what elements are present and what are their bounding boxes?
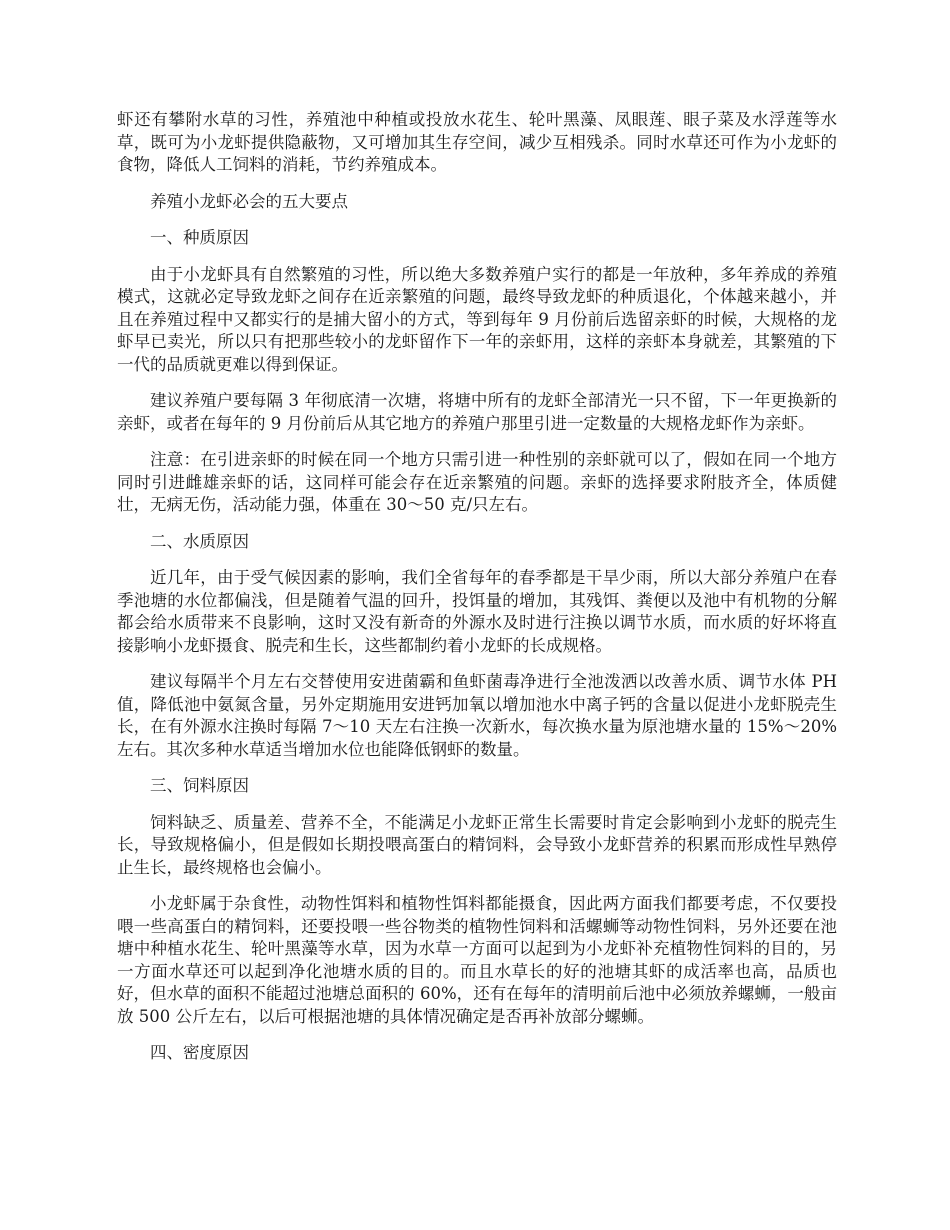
section-heading-1: 一、种质原因 <box>150 228 249 247</box>
section-heading-2: 二、水质原因 <box>150 531 249 551</box>
paragraph: 建议养殖户要每隔 3 年彻底清一次塘，将塘中所有的龙虾全部清光一只不留，下一年更换新的亲虾，或者在每年的 9 月份前后从其它地方的养殖户那里引进一定数量的大规格龙虾作为亲虾。 <box>117 391 837 433</box>
paragraph-continuation: 虾还有攀附水草的习性，养殖池中种植或投放水花生、轮叶黑藻、凤眼莲、眼子菜及水浮莲等水草，既可为小龙虾提供隐蔽物，又可增加其生存空间，减少互相残杀。同时水草还可作为小龙虾的食物，降低人工饲料的消耗，节约养殖成本。 <box>117 110 837 174</box>
paragraph: 建议每隔半个月左右交替使用安进菌霸和鱼虾菌毒净进行全池泼洒以改善水质、调节水体 PH 值，降低池中氨氮含量，另外定期施用安进钙加氧以增加池水中离子钙的含量以促进小龙虾脱壳生长，在有外源水注换时每隔 7～10 天左右注换一次新水，每次换水量为原池塘水量的 15%～20%左右。其次多种水草适当增加水位也能降低钢虾的数量。 <box>117 672 837 759</box>
section-heading-4: 四、密度原因 <box>150 1043 249 1062</box>
document-body <box>117 109 837 1079</box>
paragraph: 近几年，由于受气候因素的影响，我们全省每年的春季都是干旱少雨，所以大部分养殖户在春季池塘的水位都偏浅，但是随着气温的回升，投饵量的增加，其残饵、粪便以及池中有机物的分解都会给水质带来不良影响，这时又没有新奇的外源水及时进行注换以调节水质，而水质的好坏将直接影响小龙虾摄食、脱壳和生长，这些都制约着小龙虾的长成规格。 <box>117 568 837 655</box>
paragraph: 注意：在引进亲虾的时候在同一个地方只需引进一种性别的亲虾就可以了，假如在同一个地方同时引进雌雄亲虾的话，这同样可能会存在近亲繁殖的问题。亲虾的选择要求附肢齐全，体质健壮，无病无伤，活动能力强，体重在 30～50 克/只左右。 <box>117 450 837 514</box>
section-heading-3: 三、饲料原因 <box>150 776 249 795</box>
paragraph: 小龙虾属于杂食性，动物性饵料和植物性饵料都能摄食，因此两方面我们都要考虑，不仅要投喂一些高蛋白的精饲料，还要投喂一些谷物类的植物性饲料和活螺蛳等动物性饲料，另外还要在池塘中种植水花生、轮叶黑藻等水草，因为水草一方面可以起到为小龙虾补充植物性饲料的目的，另一方面水草还可以起到净化池塘水质的目的。而且水草长的好的池塘其虾的成活率也高，品质也好，但水草的面积不能超过池塘总面积的 60%，还有在每年的清明前后池中必须放养螺蛳，一般亩放 500 公斤左右，以后可根据池塘的具体情况确定是否再补放部分螺蛳。 <box>117 894 837 1026</box>
paragraph: 饲料缺乏、质量差、营养不全，不能满足小龙虾正常生长需要时肯定会影响到小龙虾的脱壳生长，导致规格偏小，但是假如长期投喂高蛋白的精饲料，会导致小龙虾营养的积累而形成性早熟停止生长，最终规格也会偏小。 <box>117 812 837 877</box>
section-title: 养殖小龙虾必会的五大要点 <box>150 191 348 211</box>
paragraph: 由于小龙虾具有自然繁殖的习性，所以绝大多数养殖户实行的都是一年放种，多年养成的养殖模式，这就必定导致龙虾之间存在近亲繁殖的问题，最终导致龙虾的种质退化，个体越来越小，并且在养殖过程中又都实行的是捕大留小的方式，等到每年 9 月份前后选留亲虾的时候，大规格的龙虾早已卖光，所以只有把那些较小的龙虾留作下一年的亲虾用，这样的亲虾本身就差，其繁殖的下一代的品质就更难以得到保证。 <box>117 264 837 374</box>
